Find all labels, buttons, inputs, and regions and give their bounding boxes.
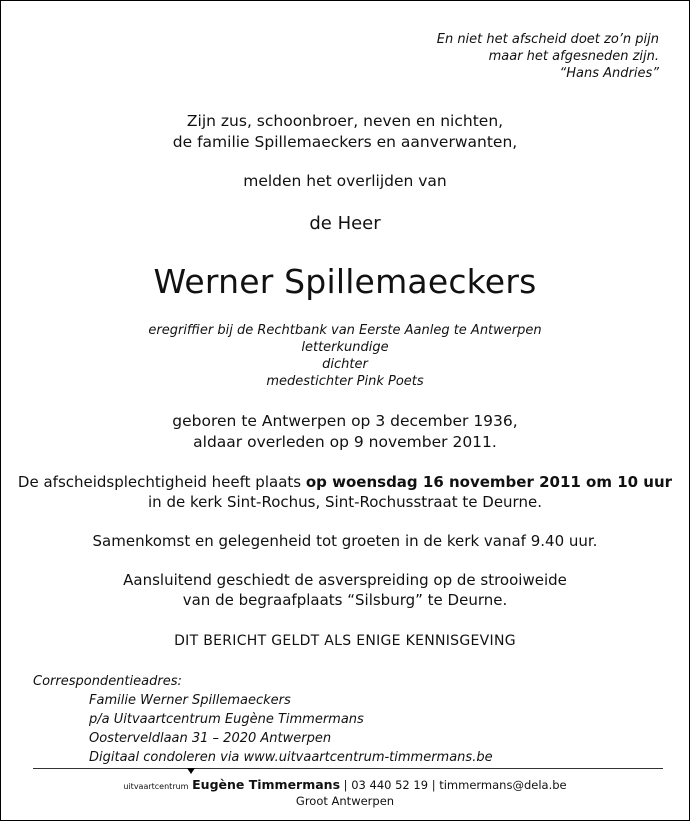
address-line: Digitaal condoleren via www.uitvaartcentrum-timmermans.be bbox=[89, 750, 493, 765]
address-line: Oosterveldlaan 31 – 2020 Antwerpen bbox=[89, 731, 332, 746]
intro-line-2: de familie Spillemaeckers en aanverwanten, bbox=[172, 133, 518, 151]
footer-prefix: uitvaartcentrum bbox=[123, 782, 189, 791]
ceremony-location: in de kerk Sint-Rochus, Sint-Rochusstraat te Deurne. bbox=[148, 493, 542, 511]
epigraph-quote bbox=[299, 31, 659, 82]
deceased-name: Werner Spillemaeckers bbox=[153, 262, 537, 301]
funeral-home-logo bbox=[192, 777, 340, 792]
address-line: p/a Uitvaartcentrum Eugène Timmermans bbox=[89, 712, 364, 727]
triangle-logo-icon bbox=[187, 768, 195, 774]
death-line: aldaar overleden op 9 november 2011. bbox=[193, 433, 497, 451]
title-line: dichter bbox=[322, 357, 368, 372]
title-line: letterkundige bbox=[301, 340, 389, 355]
quote-author: “Hans Andries” bbox=[559, 66, 659, 81]
footer-line bbox=[1, 777, 689, 794]
ceremony-lead: De afscheidsplechtigheid heeft plaats bbox=[17, 473, 306, 491]
gathering-info: Samenkomst en gelegenheid tot groeten in de kerk vanaf 9.40 uur. bbox=[92, 532, 598, 550]
address-line: Familie Werner Spillemaeckers bbox=[89, 693, 291, 708]
intro-line-1: Zijn zus, schoonbroer, neven en nichten, bbox=[186, 112, 504, 130]
birth-line: geboren te Antwerpen op 3 december 1936, bbox=[172, 412, 518, 430]
deceased-titles bbox=[1, 322, 689, 390]
quote-line-1: En niet het afscheid doet zo’n pijn bbox=[436, 32, 659, 47]
funeral-home-footer bbox=[1, 777, 689, 809]
life-dates bbox=[1, 411, 689, 453]
announcement: melden het overlijden van bbox=[243, 172, 447, 190]
ceremony-info bbox=[1, 472, 689, 512]
ashes-line-1: Aansluitend geschiedt de asverspreiding op de strooiweide bbox=[123, 571, 567, 589]
correspondence-address bbox=[33, 672, 493, 767]
family-intro bbox=[1, 111, 689, 153]
funeral-home-name: Eugène Timmermans bbox=[192, 777, 341, 792]
correspondence-label: Correspondentieadres: bbox=[33, 674, 182, 689]
notice: DIT BERICHT GELDT ALS ENIGE KENNISGEVING bbox=[174, 633, 516, 649]
honorific: de Heer bbox=[309, 213, 381, 234]
footer-divider bbox=[33, 768, 663, 769]
ash-scattering-info bbox=[1, 570, 689, 610]
quote-line-2: maar het afgesneden zijn. bbox=[488, 49, 659, 64]
title-line: medestichter Pink Poets bbox=[266, 374, 424, 389]
ceremony-line bbox=[1, 472, 689, 492]
ceremony-datetime: op woensdag 16 november 2011 om 10 uur bbox=[305, 473, 673, 491]
title-line: eregriffier bij de Rechtbank van Eerste Aanleg te Antwerpen bbox=[148, 323, 542, 338]
ashes-line-2: van de begraafplaats “Silsburg” te Deurne. bbox=[182, 591, 508, 609]
footer-contact: | 03 440 52 19 | timmermans@dela.be bbox=[340, 778, 567, 792]
footer-region: Groot Antwerpen bbox=[295, 794, 395, 808]
